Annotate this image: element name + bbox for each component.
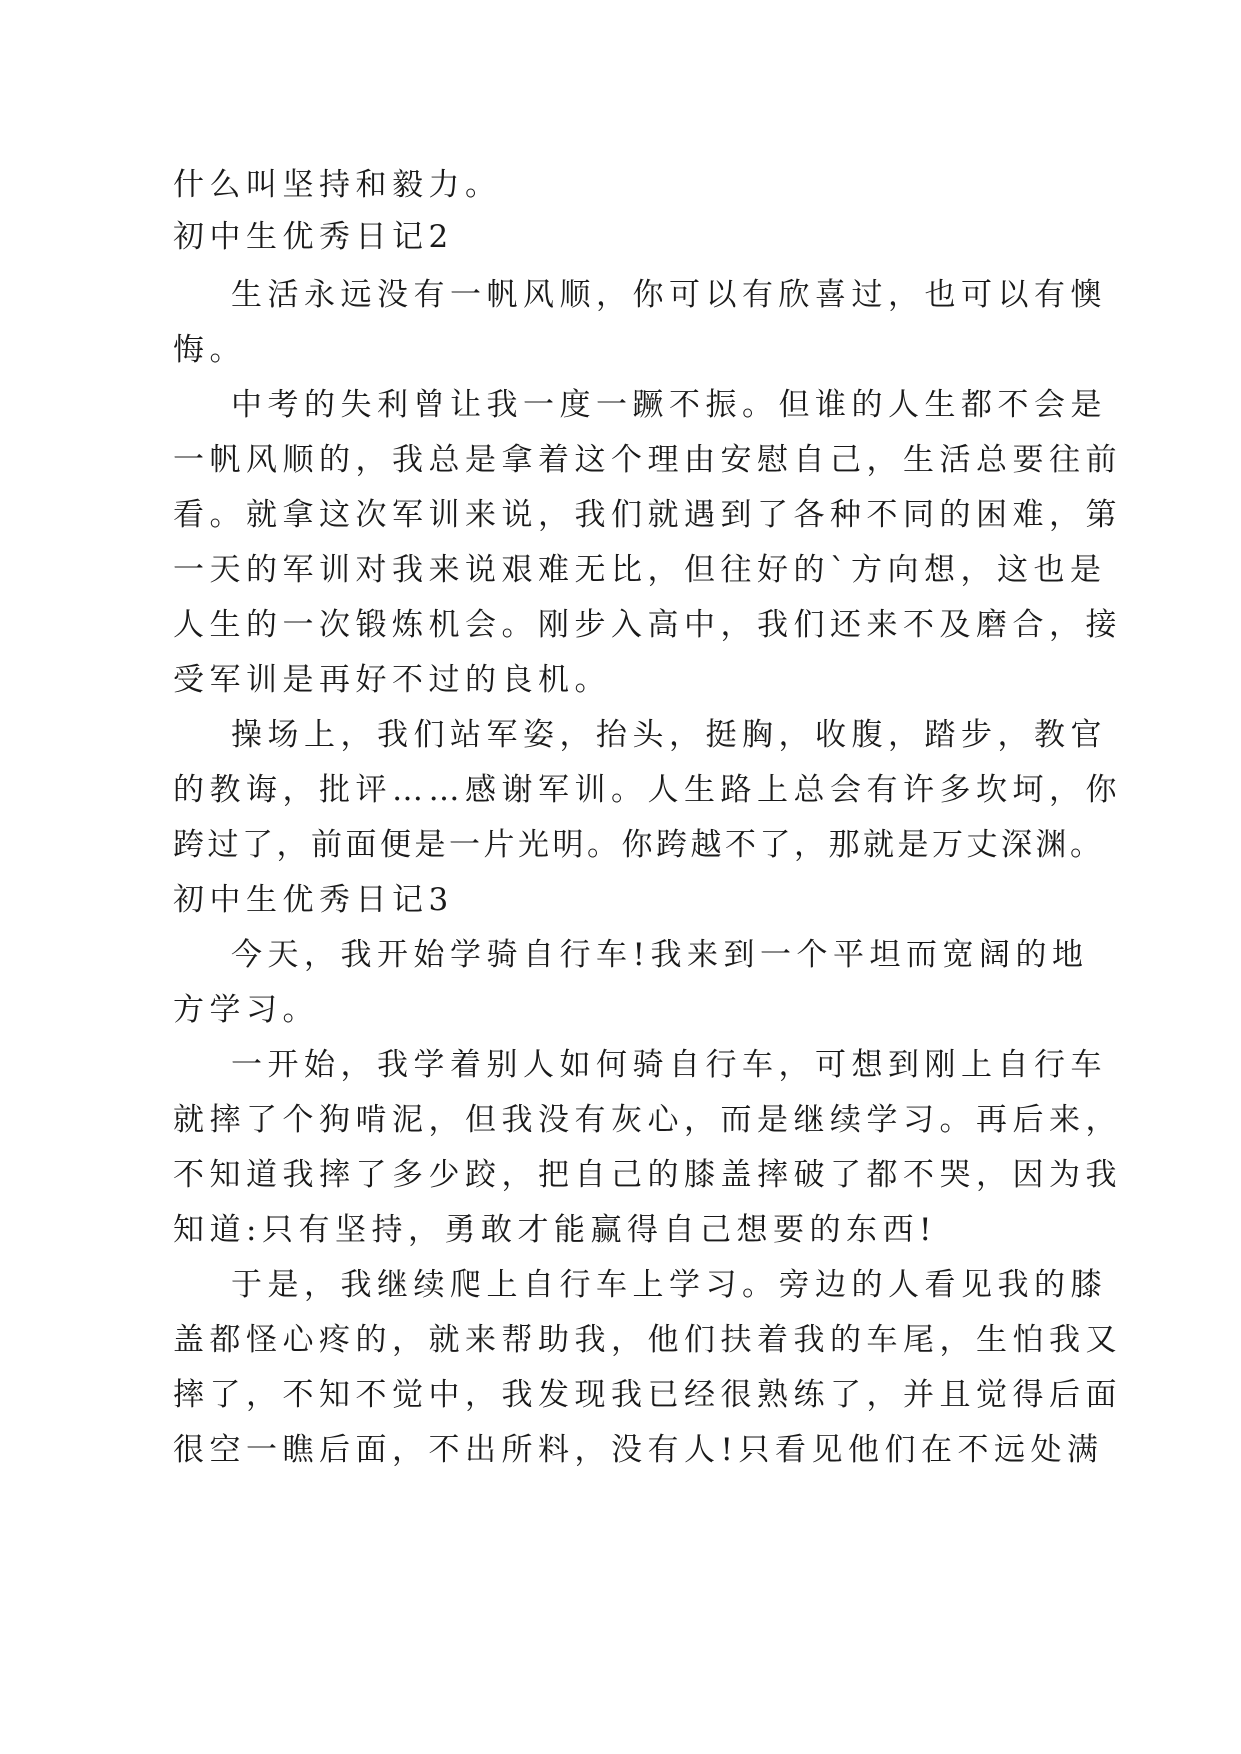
text-line: 的教诲，批评……感谢军训。人生路上总会有许多坎坷，你 [173,772,1122,808]
section-heading: 初中生优秀日记2 [173,219,454,255]
text-line: 盖都怪心疼的，就来帮助我，他们扶着我的车尾，生怕我又 [173,1322,1122,1358]
text-line: 一天的军训对我来说艰难无比，但往好的`方向想，这也是 [173,552,1107,588]
text-line: 人生的一次锻炼机会。刚步入高中，我们还来不及磨合，接 [173,607,1122,643]
text-line: 就摔了个狗啃泥，但我没有灰心，而是继续学习。再后来， [173,1102,1122,1138]
text-line: 生活永远没有一帆风顺，你可以有欣喜过，也可以有懊 [231,277,1107,313]
text-line: 知道:只有坚持，勇敢才能赢得自己想要的东西! [173,1212,937,1248]
text-line: 一帆风顺的，我总是拿着这个理由安慰自己，生活总要往前 [173,442,1122,478]
text-line: 中考的失利曾让我一度一蹶不振。但谁的人生都不会是 [231,387,1107,423]
text-line: 悔。 [173,332,246,368]
text-line: 跨过了，前面便是一片光明。你跨越不了，那就是万丈深渊。 [173,827,1105,863]
text-line: 摔了，不知不觉中，我发现我已经很熟练了，并且觉得后面 [173,1377,1122,1413]
text-line: 方学习。 [173,992,319,1028]
text-line: 什么叫坚持和毅力。 [173,167,502,203]
text-line: 很空一瞧后面，不出所料，没有人!只看见他们在不远处满 [173,1432,1104,1468]
text-line: 受军训是再好不过的良机。 [173,662,611,698]
text-line: 一开始，我学着别人如何骑自行车，可想到刚上自行车 [231,1047,1107,1083]
text-line: 操场上，我们站军姿，抬头，挺胸，收腹，踏步，教官 [231,717,1107,753]
text-line: 于是，我继续爬上自行车上学习。旁边的人看见我的膝 [231,1267,1107,1303]
text-line: 看。就拿这次军训来说，我们就遇到了各种不同的困难，第 [173,497,1122,533]
text-line: 不知道我摔了多少跤，把自己的膝盖摔破了都不哭，因为我 [173,1157,1122,1193]
section-heading: 初中生优秀日记3 [173,882,454,918]
text-line: 今天，我开始学骑自行车!我来到一个平坦而宽阔的地 [231,937,1089,973]
